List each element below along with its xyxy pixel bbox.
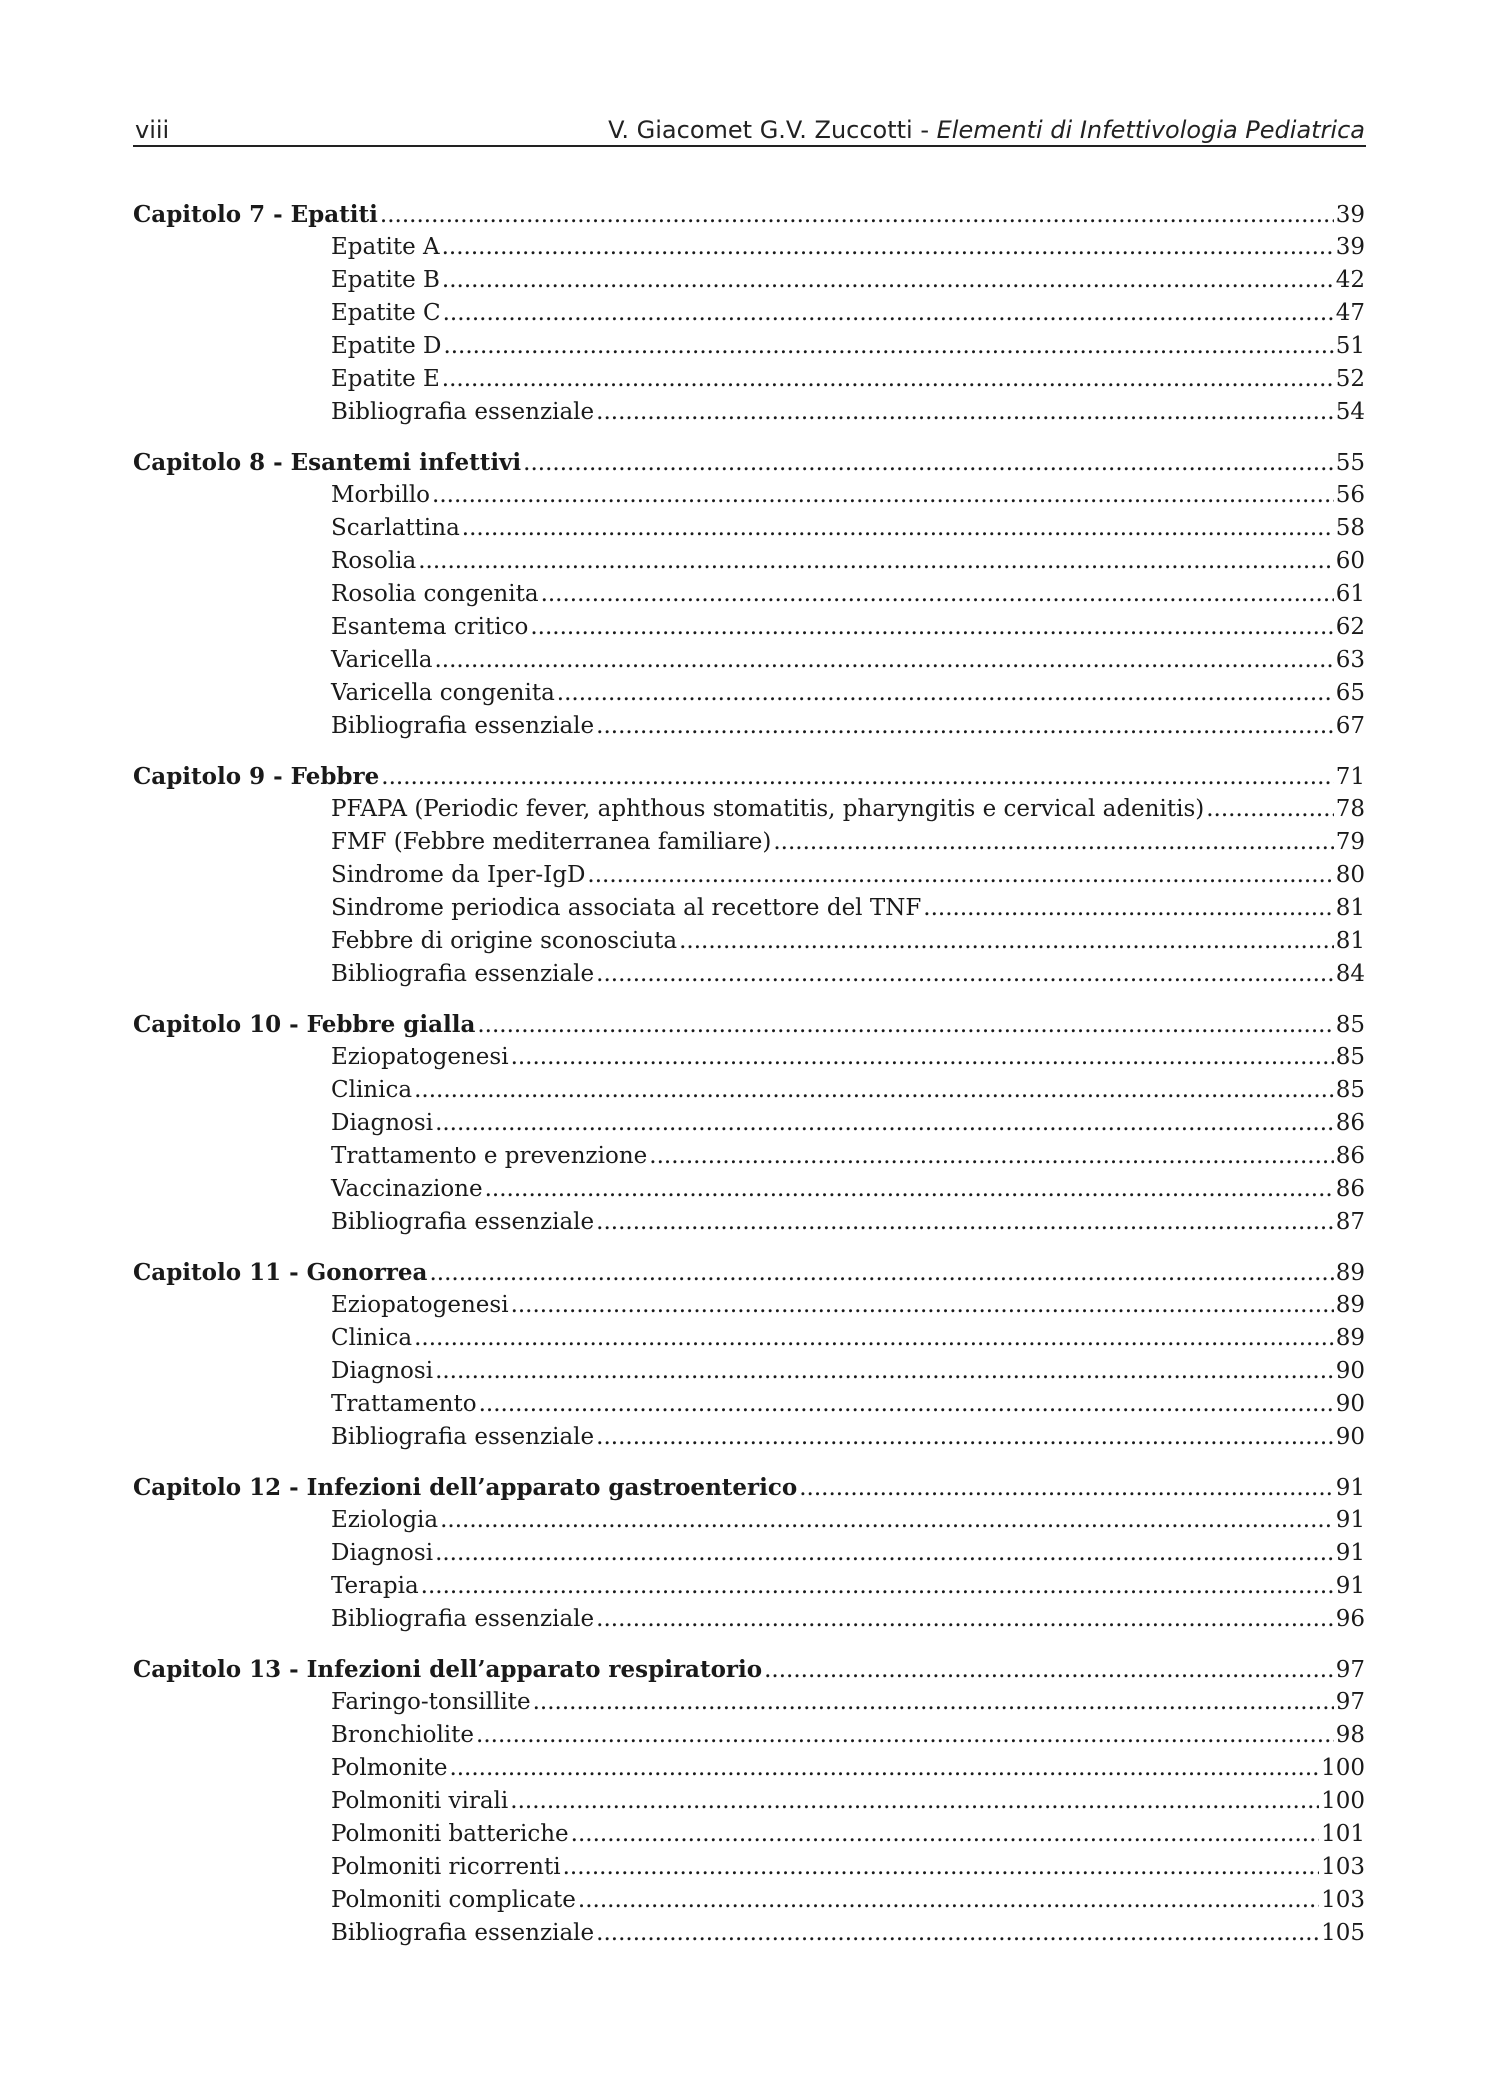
toc-section-entry-title: Vaccinazione (331, 1176, 483, 1202)
toc-section-entry-page: 89 (1335, 1325, 1365, 1351)
dot-leader (442, 264, 1334, 297)
toc-section-entry-page: 79 (1335, 829, 1365, 855)
toc-section-entry (133, 1504, 1365, 1537)
toc-chapter-heading-title: Capitolo 7 - Epatiti (133, 201, 378, 228)
toc-section-entry (133, 1851, 1365, 1884)
toc-section-entry-page: 96 (1335, 1606, 1365, 1632)
toc-section-entry-title: Polmoniti virali (331, 1788, 509, 1814)
toc-section-entry-title: Rosolia (331, 548, 417, 574)
toc-section-entry-page: 61 (1335, 581, 1365, 607)
toc-section-entry (133, 297, 1365, 330)
toc-section-entry-title: Bibliografia essenziale (331, 1606, 595, 1632)
toc-section-entry-title: Bibliografia essenziale (331, 1424, 595, 1450)
toc-section-entry (133, 363, 1365, 396)
toc-chapter-heading (133, 760, 1365, 793)
dot-leader (533, 1686, 1334, 1719)
toc-section-entry-title: Varicella congenita (331, 680, 555, 706)
toc-section-entry-title: Polmoniti ricorrenti (331, 1854, 561, 1880)
toc-chapter-heading-page: 97 (1335, 1657, 1365, 1683)
toc-section-entry-page: 86 (1335, 1143, 1365, 1169)
toc-chapter (133, 1008, 1365, 1239)
toc-section-entry (133, 396, 1365, 429)
toc-section-entry-title: Bronchiolite (331, 1722, 475, 1748)
toc-chapter-heading-title: Capitolo 12 - Infezioni dell’apparato gastroenterico (133, 1474, 798, 1501)
toc-section-entry (133, 826, 1365, 859)
toc-section-entry (133, 1289, 1365, 1322)
toc-chapter-heading-title: Capitolo 11 - Gonorrea (133, 1259, 428, 1286)
toc-section-entry-page: 67 (1335, 713, 1365, 739)
toc-section-entry (133, 892, 1365, 925)
toc-section-entry-page: 100 (1321, 1788, 1365, 1814)
toc-section-entry (133, 1603, 1365, 1636)
toc-chapter-heading-title: Capitolo 9 - Febbre (133, 763, 380, 790)
dot-leader (530, 611, 1333, 644)
dot-leader (479, 1388, 1334, 1421)
toc-section-entry (133, 644, 1365, 677)
toc-chapter-heading (133, 446, 1365, 479)
header-authors: V. Giacomet G.V. Zuccotti - (608, 116, 937, 144)
toc-section-entry-title: Bibliografia essenziale (331, 1920, 595, 1946)
toc-section-entry-title: Scarlattina (331, 515, 460, 541)
toc-section-entry-title: Epatite A (331, 234, 440, 260)
toc-section-entry-page: 39 (1335, 234, 1365, 260)
page-number: viii (135, 116, 170, 144)
running-title (608, 116, 1365, 144)
toc-section-entry-title: Trattamento (331, 1391, 477, 1417)
toc-section-entry-page: 81 (1335, 895, 1365, 921)
toc-section-entry-title: Polmonite (331, 1755, 448, 1781)
toc-section-entry-title: Clinica (331, 1325, 413, 1351)
toc-chapter-heading-page: 71 (1335, 764, 1365, 790)
toc-section-entry (133, 1388, 1365, 1421)
toc-section-entry (133, 578, 1365, 611)
toc-section-entry (133, 1719, 1365, 1752)
toc-section-entry (133, 1421, 1365, 1454)
dot-leader (571, 1818, 1319, 1851)
toc-section-entry-page: 63 (1335, 647, 1365, 673)
toc-section-entry-title: Diagnosi (331, 1110, 434, 1136)
toc-chapter-heading (133, 1471, 1365, 1504)
toc-section-entry-title: Diagnosi (331, 1358, 434, 1384)
toc-section-entry (133, 545, 1365, 578)
dot-leader (435, 1537, 1334, 1570)
toc-section-entry-title: Bibliografia essenziale (331, 961, 595, 987)
toc-chapter-heading-title: Capitolo 13 - Infezioni dell’apparato respiratorio (133, 1656, 763, 1683)
dot-leader (596, 396, 1334, 429)
toc-section-entry-page: 78 (1335, 796, 1365, 822)
toc-section-entry-title: Epatite C (331, 300, 441, 326)
toc-chapter-heading-page: 55 (1335, 450, 1365, 476)
toc-section-entry-page: 56 (1335, 482, 1365, 508)
toc-section-entry-page: 84 (1335, 961, 1365, 987)
toc-chapter (133, 1471, 1365, 1636)
dot-leader (380, 199, 1334, 232)
toc-section-entry-page: 97 (1335, 1689, 1365, 1715)
dot-leader (799, 1472, 1333, 1505)
toc-chapter-heading (133, 1653, 1365, 1686)
toc-section-entry-page: 86 (1335, 1176, 1365, 1202)
toc-section-entry (133, 1206, 1365, 1239)
toc-section-entry-title: Esantema critico (331, 614, 529, 640)
toc-chapter-heading-page: 39 (1335, 202, 1365, 228)
toc-chapter (133, 446, 1365, 743)
toc-section-entry (133, 1752, 1365, 1785)
toc-section-entry-page: 103 (1321, 1854, 1365, 1880)
toc-section-entry-title: Polmoniti complicate (331, 1887, 576, 1913)
running-header (133, 112, 1365, 148)
toc-section-entry-title: Eziopatogenesi (331, 1044, 509, 1070)
toc-section-entry-title: Morbillo (331, 482, 431, 508)
toc-section-entry-page: 58 (1335, 515, 1365, 541)
toc-section-entry-page: 103 (1321, 1887, 1365, 1913)
toc-section-entry-title: Faringo-tonsillite (331, 1689, 531, 1715)
toc-section-entry (133, 1570, 1365, 1603)
dot-leader (435, 1107, 1334, 1140)
dot-leader (557, 677, 1334, 710)
toc-chapter-heading-title: Capitolo 8 - Esantemi infettivi (133, 449, 522, 476)
toc-section-entry-page: 91 (1335, 1573, 1365, 1599)
toc-section-entry-page: 42 (1335, 267, 1365, 293)
toc-section-entry-title: Clinica (331, 1077, 413, 1103)
toc-section-entry (133, 677, 1365, 710)
dot-leader (649, 1140, 1333, 1173)
toc-section-entry-title: Sindrome da Iper-IgD (331, 862, 586, 888)
table-of-contents (133, 198, 1365, 1967)
toc-section-entry-page: 47 (1335, 300, 1365, 326)
toc-section-entry (133, 1074, 1365, 1107)
toc-section-entry-page: 91 (1335, 1507, 1365, 1533)
toc-section-entry (133, 1107, 1365, 1140)
toc-section-entry-title: PFAPA (Periodic fever, aphthous stomatitis, pharyngitis e cervical adenitis) (331, 796, 1205, 822)
toc-section-entry (133, 512, 1365, 545)
toc-section-entry (133, 859, 1365, 892)
toc-chapter-heading-page: 89 (1335, 1260, 1365, 1286)
header-rule (133, 145, 1366, 147)
dot-leader (764, 1654, 1334, 1687)
toc-section-entry (133, 1322, 1365, 1355)
dot-leader (511, 1041, 1334, 1074)
toc-section-entry (133, 793, 1365, 826)
toc-chapter (133, 1256, 1365, 1454)
header-book-title: Elementi di Infettivologia Pediatrica (936, 116, 1365, 144)
dot-leader (477, 1009, 1333, 1042)
dot-leader (440, 1504, 1334, 1537)
toc-section-entry (133, 611, 1365, 644)
toc-section-entry-title: FMF (Febbre mediterranea familiare) (331, 829, 772, 855)
dot-leader (596, 1206, 1334, 1239)
toc-chapter-heading-page: 91 (1335, 1475, 1365, 1501)
dot-leader (421, 1570, 1334, 1603)
dot-leader (414, 1322, 1334, 1355)
toc-section-entry-title: Epatite D (331, 333, 442, 359)
toc-section-entry-title: Febbre di origine sconosciuta (331, 928, 678, 954)
toc-section-entry-page: 91 (1335, 1540, 1365, 1566)
toc-section-entry (133, 1537, 1365, 1570)
toc-section-entry-title: Bibliografia essenziale (331, 1209, 595, 1235)
toc-section-entry-page: 85 (1335, 1077, 1365, 1103)
toc-chapter-heading-page: 85 (1335, 1012, 1365, 1038)
dot-leader (596, 1603, 1334, 1636)
dot-leader (434, 644, 1333, 677)
dot-leader (449, 1752, 1319, 1785)
toc-section-entry (133, 330, 1365, 363)
dot-leader (414, 1074, 1334, 1107)
toc-chapter-heading (133, 1008, 1365, 1041)
dot-leader (476, 1719, 1334, 1752)
toc-section-entry (133, 1884, 1365, 1917)
toc-section-entry-title: Eziologia (331, 1507, 439, 1533)
toc-section-entry-page: 60 (1335, 548, 1365, 574)
dot-leader (679, 925, 1334, 958)
dot-leader (923, 892, 1333, 925)
toc-chapter-heading (133, 198, 1365, 231)
dot-leader (596, 958, 1334, 991)
toc-section-entry-title: Terapia (331, 1573, 419, 1599)
toc-section-entry-title: Bibliografia essenziale (331, 399, 595, 425)
dot-leader (563, 1851, 1320, 1884)
dot-leader (596, 710, 1334, 743)
toc-section-entry (133, 1917, 1365, 1950)
toc-section-entry (133, 1140, 1365, 1173)
toc-section-entry-title: Eziopatogenesi (331, 1292, 509, 1318)
toc-section-entry (133, 1818, 1365, 1851)
toc-section-entry-page: 52 (1335, 366, 1365, 392)
toc-section-entry (133, 479, 1365, 512)
dot-leader (773, 826, 1333, 859)
toc-section-entry-title: Epatite E (331, 366, 440, 392)
toc-section-entry-page: 101 (1321, 1821, 1365, 1847)
dot-leader (442, 231, 1334, 264)
toc-section-entry (133, 925, 1365, 958)
toc-section-entry-title: Varicella (331, 647, 433, 673)
toc-section-entry-page: 86 (1335, 1110, 1365, 1136)
toc-section-entry-page: 87 (1335, 1209, 1365, 1235)
toc-section-entry-page: 90 (1335, 1391, 1365, 1417)
toc-section-entry-title: Diagnosi (331, 1540, 434, 1566)
toc-section-entry-page: 65 (1335, 680, 1365, 706)
toc-chapter-heading-title: Capitolo 10 - Febbre gialla (133, 1011, 476, 1038)
dot-leader (429, 1257, 1333, 1290)
dot-leader (587, 859, 1333, 892)
toc-section-entry (133, 231, 1365, 264)
toc-section-entry (133, 710, 1365, 743)
dot-leader (443, 330, 1333, 363)
dot-leader (418, 545, 1333, 578)
toc-section-entry-page: 105 (1321, 1920, 1365, 1946)
toc-section-entry-page: 81 (1335, 928, 1365, 954)
dot-leader (435, 1355, 1334, 1388)
toc-chapter (133, 198, 1365, 429)
toc-section-entry-title: Trattamento e prevenzione (331, 1143, 648, 1169)
dot-leader (578, 1884, 1319, 1917)
dot-leader (541, 578, 1334, 611)
toc-section-entry-page: 85 (1335, 1044, 1365, 1070)
dot-leader (596, 1421, 1334, 1454)
toc-section-entry (133, 1355, 1365, 1388)
toc-section-entry-page: 100 (1321, 1755, 1365, 1781)
dot-leader (1206, 793, 1334, 826)
toc-section-entry-page: 51 (1335, 333, 1365, 359)
toc-section-entry (133, 264, 1365, 297)
dot-leader (443, 297, 1334, 330)
dot-leader (510, 1785, 1319, 1818)
dot-leader (442, 363, 1334, 396)
dot-leader (462, 512, 1334, 545)
toc-section-entry (133, 1785, 1365, 1818)
toc-section-entry (133, 958, 1365, 991)
dot-leader (485, 1173, 1334, 1206)
toc-chapter (133, 1653, 1365, 1950)
dot-leader (523, 447, 1334, 480)
toc-section-entry-page: 90 (1335, 1424, 1365, 1450)
toc-section-entry-title: Rosolia congenita (331, 581, 539, 607)
toc-chapter-heading (133, 1256, 1365, 1289)
toc-section-entry-page: 89 (1335, 1292, 1365, 1318)
dot-leader (432, 479, 1334, 512)
toc-section-entry-title: Polmoniti batteriche (331, 1821, 569, 1847)
toc-section-entry-title: Epatite B (331, 267, 440, 293)
toc-section-entry-page: 90 (1335, 1358, 1365, 1384)
toc-section-entry (133, 1173, 1365, 1206)
toc-section-entry (133, 1041, 1365, 1074)
toc-section-entry (133, 1686, 1365, 1719)
toc-section-entry-title: Bibliografia essenziale (331, 713, 595, 739)
toc-section-entry-page: 98 (1335, 1722, 1365, 1748)
toc-section-entry-page: 62 (1335, 614, 1365, 640)
toc-section-entry-page: 54 (1335, 399, 1365, 425)
toc-section-entry-title: Sindrome periodica associata al recettore del TNF (331, 895, 922, 921)
dot-leader (381, 761, 1333, 794)
dot-leader (511, 1289, 1334, 1322)
dot-leader (596, 1917, 1319, 1950)
toc-chapter (133, 760, 1365, 991)
toc-section-entry-page: 80 (1335, 862, 1365, 888)
